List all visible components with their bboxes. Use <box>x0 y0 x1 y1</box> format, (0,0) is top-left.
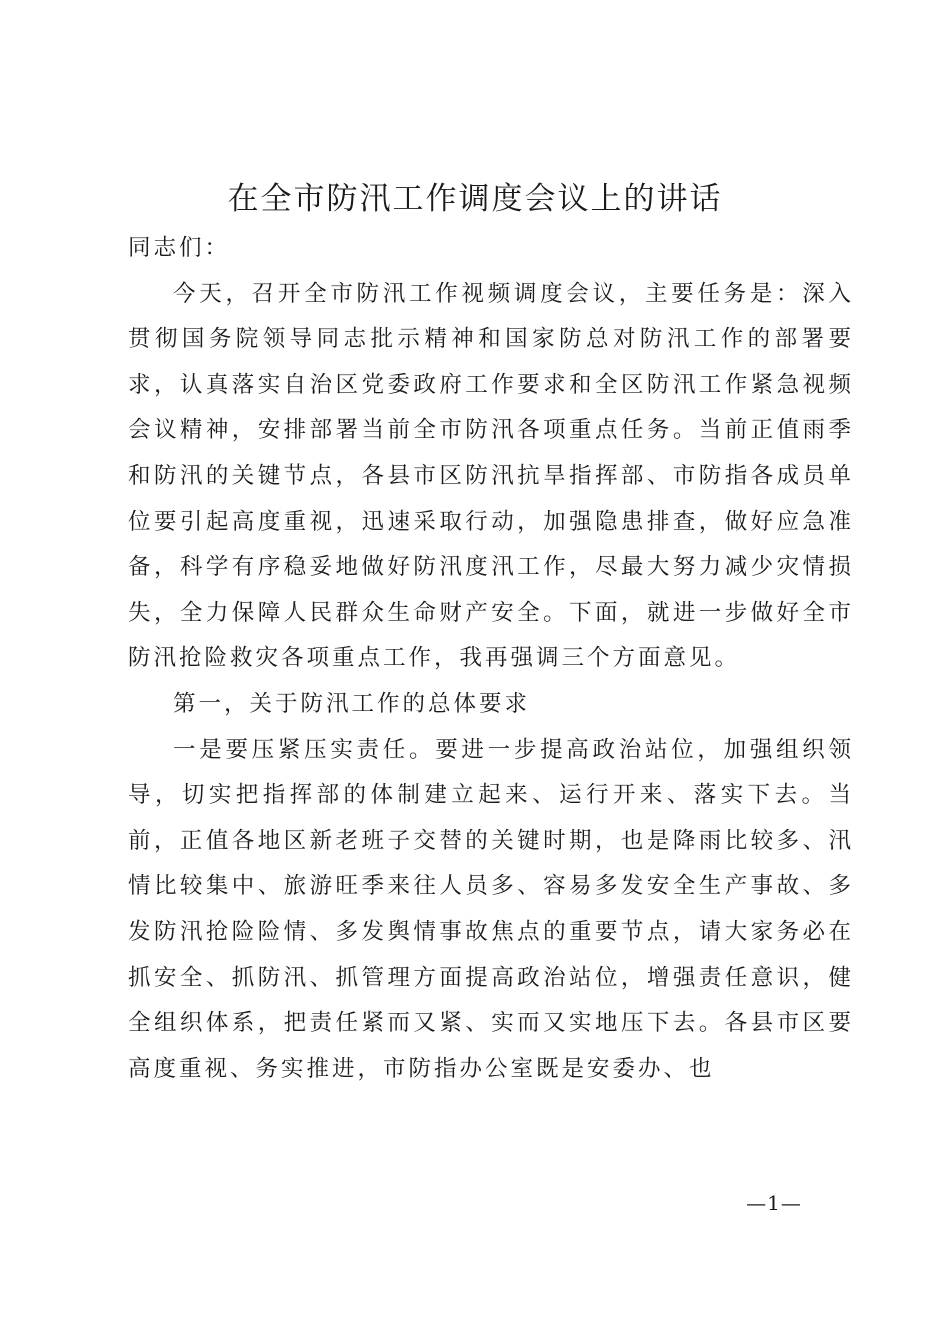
section-heading-first: 第一，关于防汛工作的总体要求 <box>173 690 531 717</box>
paragraph-intro: 今天，召开全市防汛工作视频调度会议，主要任务是：深入贯彻国务院领导同志批示精神和国家防总对防汛工作的部署要求，认真落实自治区党委政府工作要求和全区防汛工作紧急视频会议精神，安排部署当前全市防汛各项重点任务。当前正值雨季和防汛的关键节点，各县市区防汛抗旱指挥部、市防指各成员单位要引起高度重视，迅速采取行动，加强隐患排查，做好应急准备，科学有序稳妥地做好防汛度汛工作，尽最大努力减少灾情损失，全力保障人民群众生命财产安全。下面，就进一步做好全市防汛抢险救灾各项重点工作，我再强调三个方面意见。 <box>128 280 854 672</box>
document-body <box>128 226 854 1092</box>
document-title: 在全市防汛工作调度会议上的讲话 <box>227 181 723 217</box>
salutation: 同志们： <box>128 235 231 261</box>
paragraph-responsibility: 一是要压紧压实责任。要进一步提高政治站位，加强组织领导，切实把指挥部的体制建立起来、运行开来、落实下去。当前，正值各地区新老班子交替的关键时期，也是降雨比较多、汛情比较集中、旅游旺季来往人员多、容易多发安全生产事故、多发防汛抢险险情、多发舆情事故焦点的重要节点，请大家务必在抓安全、抓防汛、抓管理方面提高政治站位，增强责任意识，健全组织体系，把责任紧而又紧、实而又实地压下去。各县市区要高度重视、务实推进，市防指办公室既是安委办、也 <box>128 736 854 1082</box>
page-number: —1— <box>746 1191 802 1215</box>
